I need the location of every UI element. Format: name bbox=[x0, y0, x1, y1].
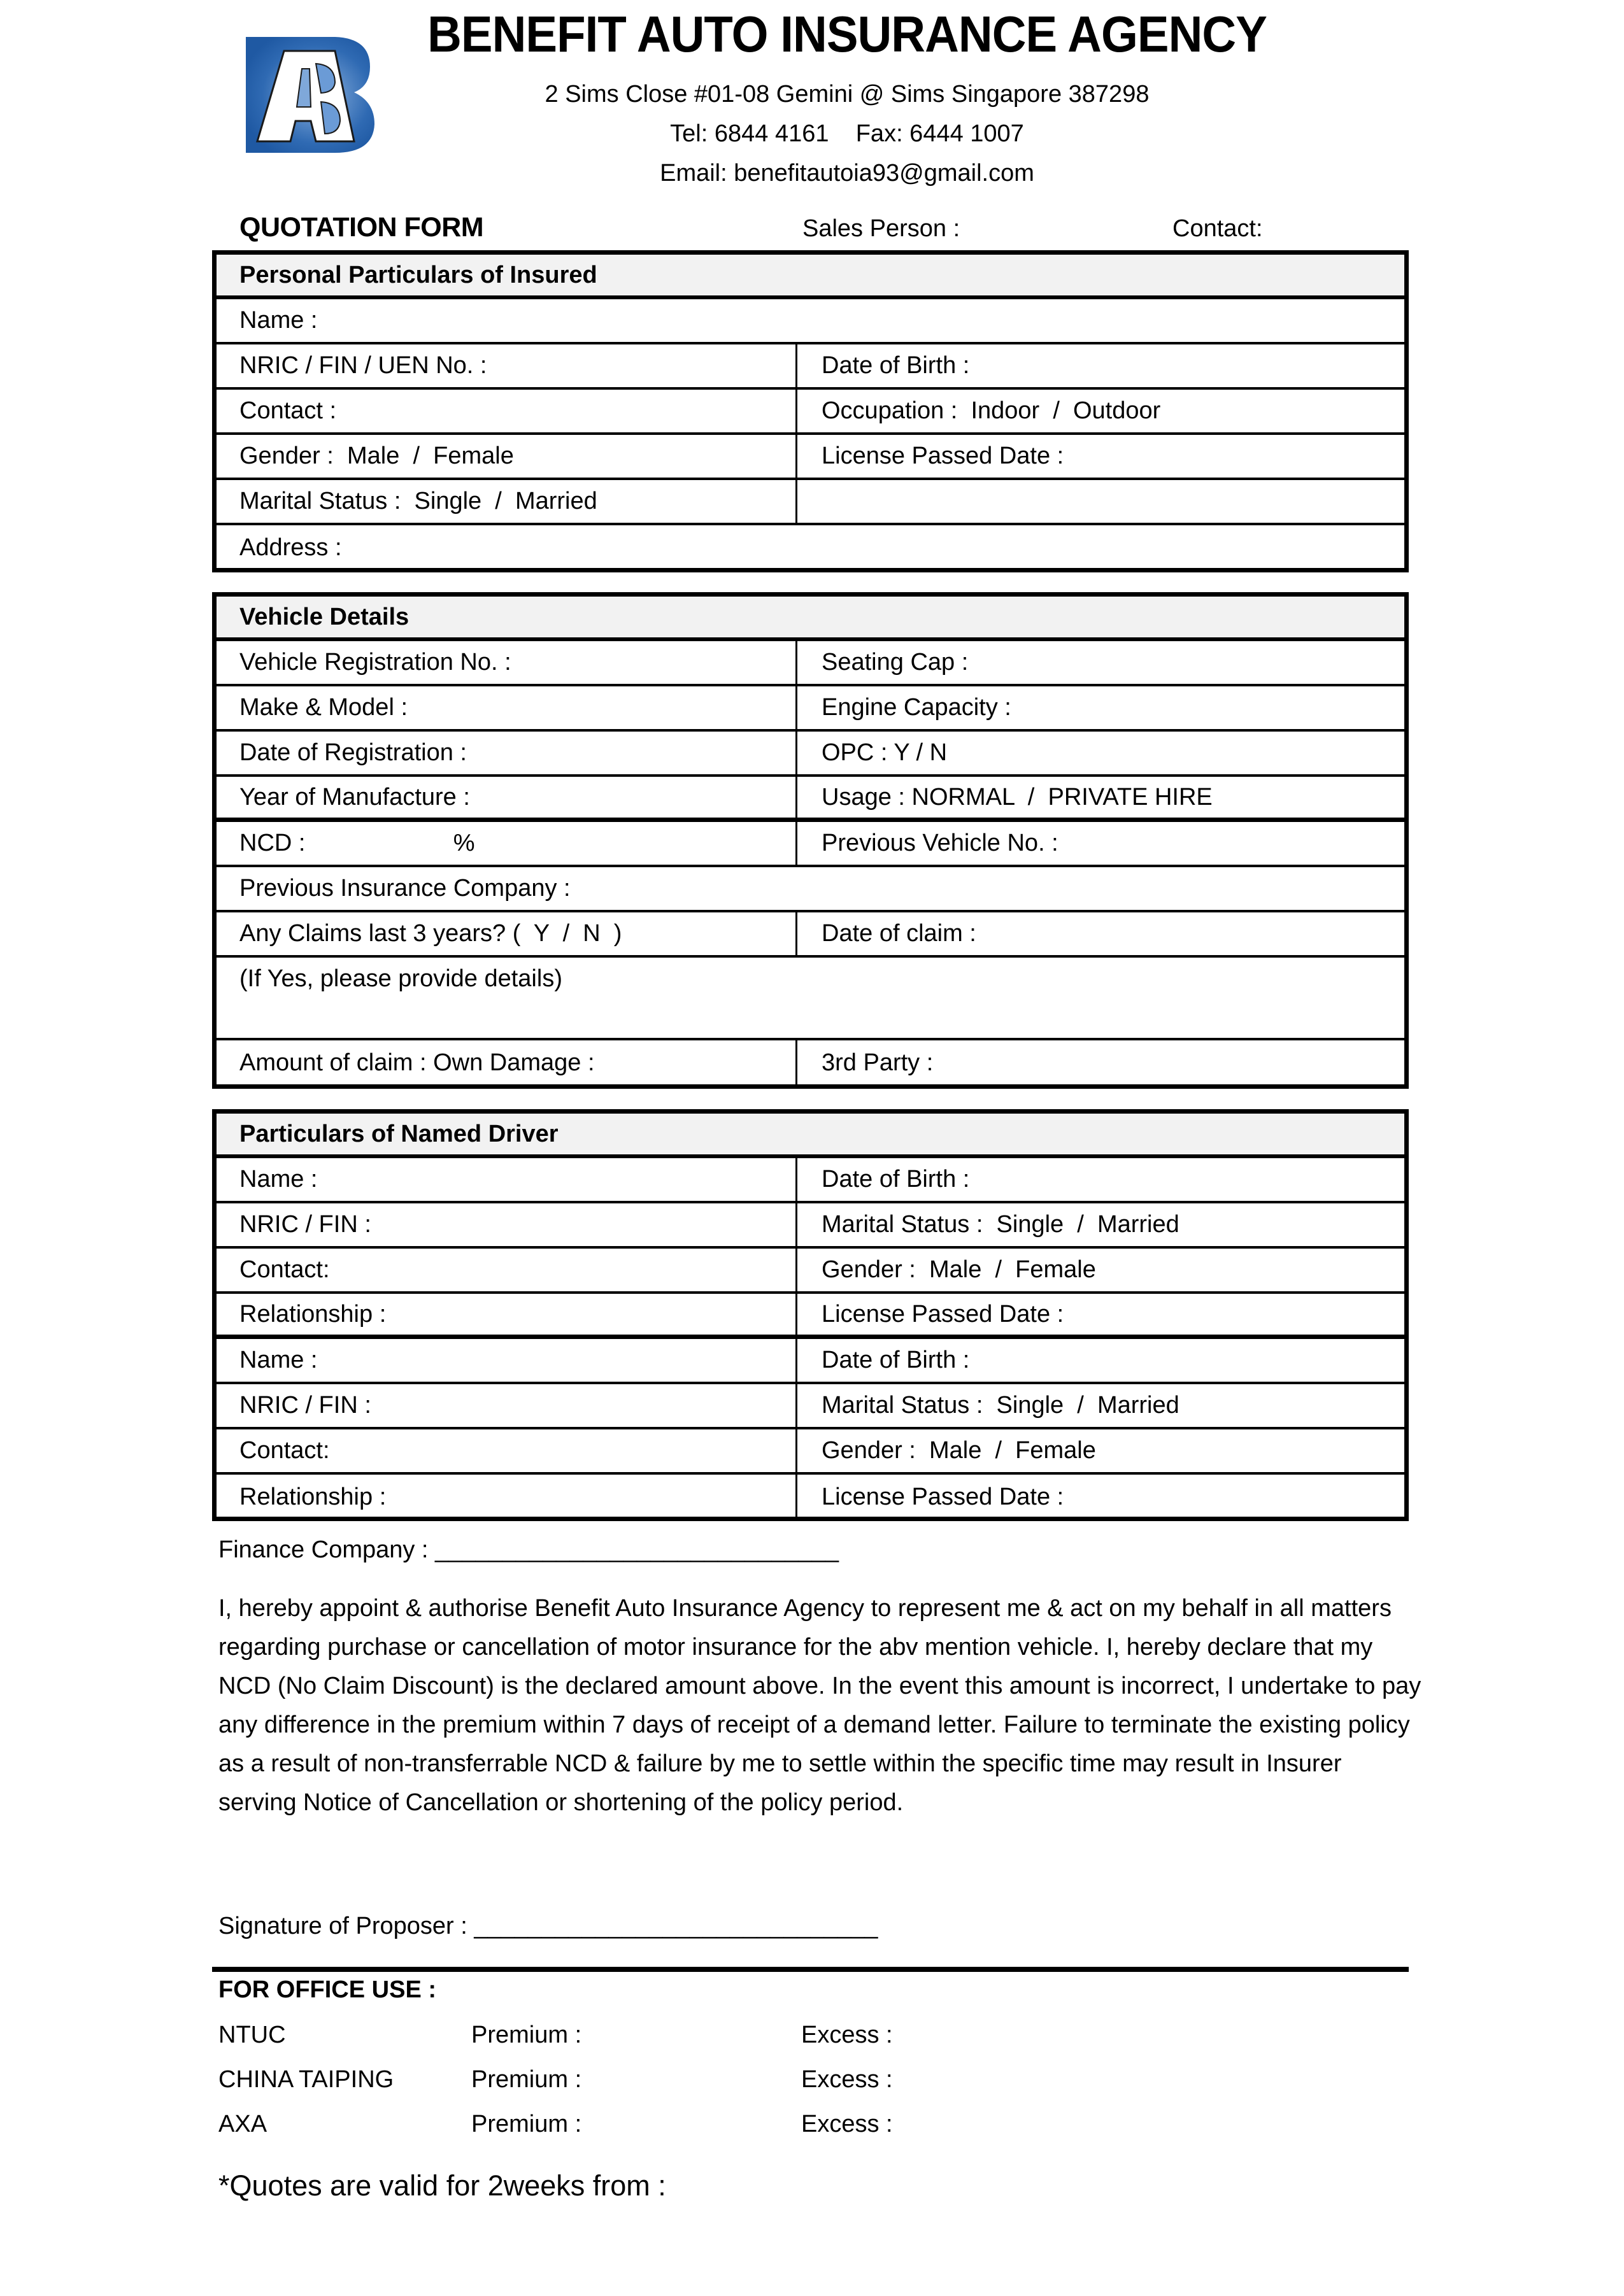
table-row bbox=[217, 1040, 1404, 1086]
section-title: Personal Particulars of Insured bbox=[217, 255, 1404, 299]
usage-field[interactable]: Usage : NORMAL / PRIVATE HIRE bbox=[822, 783, 1213, 811]
claim-details-field[interactable]: (If Yes, please provide details) bbox=[239, 965, 562, 992]
driver2-contact-field[interactable]: Contact: bbox=[217, 1429, 797, 1472]
table-row bbox=[217, 732, 1404, 777]
insured-gender-field[interactable]: Gender : Male / Female bbox=[217, 435, 797, 478]
driver2-gender-field[interactable]: Gender : Male / Female bbox=[822, 1437, 1096, 1464]
table-row bbox=[217, 1384, 1404, 1429]
ncd-field[interactable]: NCD : % bbox=[217, 822, 797, 865]
form-title: QUOTATION FORM bbox=[239, 212, 484, 243]
table-row bbox=[217, 1339, 1404, 1384]
signature-field[interactable]: Signature of Proposer : ______________________________ bbox=[218, 1913, 878, 1939]
reg-date-field[interactable]: Date of Registration : bbox=[217, 732, 797, 774]
office-quote-row bbox=[218, 2066, 983, 2098]
sales-contact-field[interactable]: Contact: bbox=[1172, 215, 1263, 242]
prev-insurer-field[interactable]: Previous Insurance Company : bbox=[239, 875, 571, 902]
declaration-text: I, hereby appoint & authorise Benefit Auto Insurance Agency to represent me & act on my behalf in all matters regarding purchase or cancellation of motor insurance for the abv mention vehicle. I, hereby declare that my NCD (No Claim Discount) is the declared amount above. In the event this amount is incorrect, I undertake to pay any difference in the premium within 7 days of receipt of a demand letter. Failure to terminate the existing policy as a result of non-transferrable NCD & failure by me to settle within the specific time may result in Insurer serving Notice of Cancellation or shortening of the policy period. bbox=[218, 1595, 1421, 1816]
office-quote-row bbox=[218, 2111, 983, 2143]
insurer-name: NTUC bbox=[218, 2022, 286, 2048]
quote-validity-note: *Quotes are valid for 2weeks from : bbox=[218, 2169, 666, 2202]
driver2-nric-field[interactable]: NRIC / FIN : bbox=[217, 1384, 797, 1427]
agency-address: 2 Sims Close #01-08 Gemini @ Sims Singapore 387298 bbox=[545, 81, 1150, 108]
table-row bbox=[217, 525, 1404, 570]
table-row bbox=[217, 641, 1404, 686]
table-row bbox=[217, 299, 1404, 344]
table-row bbox=[217, 867, 1404, 912]
section-title: Particulars of Named Driver bbox=[217, 1114, 1404, 1158]
table-row bbox=[217, 777, 1404, 822]
vehicle-reg-no-field[interactable]: Vehicle Registration No. : bbox=[217, 641, 797, 684]
insured-dob-field[interactable]: Date of Birth : bbox=[822, 352, 970, 379]
excess-field[interactable]: Excess : bbox=[801, 2066, 893, 2093]
agency-name: BENEFIT AUTO INSURANCE AGENCY bbox=[427, 6, 1267, 62]
office-quote-row bbox=[218, 2022, 983, 2053]
table-row bbox=[217, 822, 1404, 867]
finance-company-field[interactable]: Finance Company : ______________________________ bbox=[218, 1536, 839, 1563]
table-row bbox=[217, 1249, 1404, 1294]
agency-phone-fax: Tel: 6844 4161 Fax: 6444 1007 bbox=[670, 120, 1024, 147]
table-row bbox=[217, 435, 1404, 480]
driver1-name-field[interactable]: Name : bbox=[217, 1158, 797, 1201]
excess-field[interactable]: Excess : bbox=[801, 2111, 893, 2137]
driver1-relationship-field[interactable]: Relationship : bbox=[217, 1294, 797, 1335]
empty-cell bbox=[797, 480, 1404, 523]
claims-field[interactable]: Any Claims last 3 years? ( Y / N ) bbox=[217, 912, 797, 955]
named-driver-section bbox=[212, 1109, 1409, 1521]
premium-field[interactable]: Premium : bbox=[471, 2111, 582, 2137]
engine-capacity-field[interactable]: Engine Capacity : bbox=[822, 694, 1011, 721]
opc-field[interactable]: OPC : Y / N bbox=[822, 739, 948, 766]
table-row bbox=[217, 390, 1404, 435]
table-row bbox=[217, 1203, 1404, 1249]
driver1-nric-field[interactable]: NRIC / FIN : bbox=[217, 1203, 797, 1246]
driver2-marital-field[interactable]: Marital Status : Single / Married bbox=[822, 1392, 1179, 1419]
premium-field[interactable]: Premium : bbox=[471, 2022, 582, 2048]
table-row bbox=[217, 958, 1404, 1040]
year-manufacture-field[interactable]: Year of Manufacture : bbox=[217, 777, 797, 818]
insured-nric-field[interactable]: NRIC / FIN / UEN No. : bbox=[217, 344, 797, 387]
insured-address-field[interactable]: Address : bbox=[239, 534, 342, 561]
driver1-gender-field[interactable]: Gender : Male / Female bbox=[822, 1256, 1096, 1283]
insurer-name: AXA bbox=[218, 2111, 267, 2137]
driver2-license-date-field[interactable]: License Passed Date : bbox=[822, 1484, 1064, 1510]
office-use-title: FOR OFFICE USE : bbox=[218, 1976, 436, 2003]
seating-cap-field[interactable]: Seating Cap : bbox=[822, 649, 969, 676]
insured-contact-field[interactable]: Contact : bbox=[217, 390, 797, 432]
table-row bbox=[217, 1475, 1404, 1520]
driver2-name-field[interactable]: Name : bbox=[217, 1339, 797, 1382]
prev-vehicle-no-field[interactable]: Previous Vehicle No. : bbox=[822, 830, 1058, 856]
third-party-field[interactable]: 3rd Party : bbox=[822, 1049, 934, 1076]
driver1-contact-field[interactable]: Contact: bbox=[217, 1249, 797, 1291]
insured-license-date-field[interactable]: License Passed Date : bbox=[822, 443, 1064, 469]
sales-person-field[interactable]: Sales Person : bbox=[802, 215, 960, 242]
insurer-name: CHINA TAIPING bbox=[218, 2066, 394, 2093]
section-title: Vehicle Details bbox=[217, 597, 1404, 641]
driver1-license-date-field[interactable]: License Passed Date : bbox=[822, 1300, 1064, 1328]
table-row bbox=[217, 912, 1404, 958]
agency-email: Email: benefitautoia93@gmail.com bbox=[660, 160, 1034, 187]
driver1-marital-field[interactable]: Marital Status : Single / Married bbox=[822, 1211, 1179, 1238]
ab-logo-icon bbox=[239, 32, 376, 156]
table-row bbox=[217, 344, 1404, 390]
office-use-divider bbox=[212, 1967, 1409, 1972]
driver2-dob-field[interactable]: Date of Birth : bbox=[822, 1347, 970, 1373]
premium-field[interactable]: Premium : bbox=[471, 2066, 582, 2093]
make-model-field[interactable]: Make & Model : bbox=[217, 686, 797, 729]
table-row bbox=[217, 686, 1404, 732]
personal-particulars-section bbox=[212, 250, 1409, 572]
vehicle-details-section bbox=[212, 592, 1409, 1089]
table-row bbox=[217, 1429, 1404, 1475]
own-damage-field[interactable]: Amount of claim : Own Damage : bbox=[217, 1040, 797, 1086]
table-row bbox=[217, 1294, 1404, 1339]
driver2-relationship-field[interactable]: Relationship : bbox=[217, 1475, 797, 1520]
insured-name-field[interactable]: Name : bbox=[239, 307, 318, 334]
driver1-dob-field[interactable]: Date of Birth : bbox=[822, 1166, 970, 1193]
claim-date-field[interactable]: Date of claim : bbox=[822, 920, 976, 947]
insured-occupation-field[interactable]: Occupation : Indoor / Outdoor bbox=[822, 397, 1161, 424]
excess-field[interactable]: Excess : bbox=[801, 2022, 893, 2048]
insured-marital-field[interactable]: Marital Status : Single / Married bbox=[217, 480, 797, 523]
table-row bbox=[217, 1158, 1404, 1203]
table-row bbox=[217, 480, 1404, 525]
